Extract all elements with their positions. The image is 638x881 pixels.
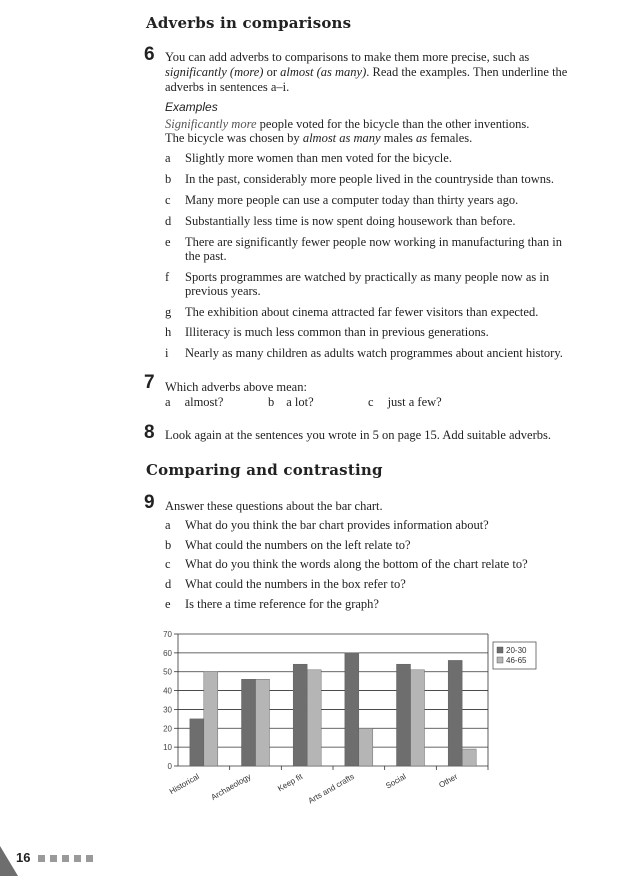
exercise-8-number: 8 (144, 422, 155, 443)
bar-46-65-keep-fit (307, 670, 321, 766)
footer-square-2 (50, 855, 57, 862)
bar-46-65-arts-and-crafts (359, 728, 373, 766)
exercise-8-text: Look again at the sentences you wrote in 5 on page 15. Add suitable adverbs. (165, 428, 552, 442)
exercise-9-question: Answer these questions about the bar chart. (165, 499, 383, 513)
item-text: What could the numbers on the left relate to? (185, 538, 411, 552)
x-tick-label: Historical (167, 771, 201, 797)
example-2 (165, 131, 605, 146)
footer-square-4 (74, 855, 81, 862)
exercise-6-term-significantly: significantly (more) (165, 65, 264, 79)
exercise-7-number: 7 (144, 372, 155, 393)
item-text: Sports programmes are watched by practically as many people now as in (185, 270, 550, 284)
y-tick-label: 50 (163, 667, 172, 677)
y-tick-label: 40 (163, 686, 172, 696)
bar-20-30-keep-fit (293, 664, 307, 766)
item-text: Substantially less time is now spent doing housework than before. (185, 214, 516, 228)
exercise-6-line2-or: or (263, 65, 281, 79)
exercise-7-question: Which adverbs above mean: (165, 380, 307, 394)
bar-46-65-archaeology (256, 679, 270, 766)
item-letter: b (165, 172, 172, 186)
example-1 (165, 117, 605, 132)
exercise-7-option-a (165, 395, 223, 410)
bar-20-30-other (448, 660, 462, 766)
legend-swatch (497, 657, 503, 663)
x-tick-label: Archaeology (209, 771, 253, 802)
item-text: In the past, considerably more people lived in the countryside than towns. (185, 172, 555, 186)
legend-label: 20-30 (506, 646, 527, 655)
page-number: 16 (16, 850, 31, 865)
item-letter: i (165, 346, 169, 360)
item-text-cont: the past. (185, 249, 227, 263)
exercise-9-number: 9 (144, 492, 155, 513)
legend-swatch (497, 647, 503, 653)
item-text: Many more people can use a computer today than thirty years ago. (185, 193, 519, 207)
x-tick-label: Social (384, 771, 408, 791)
example-2-italic-as: as (416, 131, 428, 145)
item-text: Illiteracy is much less common than in previous generations. (185, 325, 489, 339)
item-letter: d (165, 577, 172, 591)
example-2-pre: The bicycle was chosen by (165, 131, 303, 145)
x-tick-label: Arts and crafts (306, 771, 356, 806)
y-tick-label: 0 (167, 762, 172, 771)
exercise-6-line2 (165, 65, 605, 80)
example-2-end: females. (427, 131, 473, 145)
bar-20-30-archaeology (242, 679, 256, 766)
section-title-adverbs: Adverbs in comparisons (146, 14, 352, 32)
exercise-7-option-b (268, 395, 314, 410)
exercise-6-line1: You can add adverbs to comparisons to make them more precise, such as (165, 50, 530, 64)
item-text: What do you think the bar chart provides information about? (185, 518, 489, 532)
item-letter: f (165, 270, 170, 284)
option-text: almost? (184, 395, 224, 409)
exercise-7-option-c (368, 395, 442, 410)
item-letter: e (165, 235, 171, 249)
bar-20-30-historical (190, 719, 204, 766)
option-letter: a (165, 395, 171, 409)
bar-46-65-historical (204, 672, 218, 766)
example-2-italic: almost as many (302, 131, 381, 145)
item-letter: e (165, 597, 171, 611)
bar-20-30-social (397, 664, 411, 766)
item-letter: c (165, 557, 171, 571)
item-letter: a (165, 518, 171, 532)
x-tick-label: Other (437, 771, 460, 790)
item-text: Slightly more women than men voted for the bicycle. (185, 151, 452, 165)
bar-20-30-arts-and-crafts (345, 653, 359, 766)
item-letter: a (165, 151, 171, 165)
x-tick-label: Keep fit (276, 771, 305, 794)
example-1-rest: people voted for the bicycle than the other inventions. (256, 117, 530, 131)
item-text: What could the numbers in the box refer to? (185, 577, 406, 591)
item-letter: g (165, 305, 172, 319)
footer-square-3 (62, 855, 69, 862)
y-tick-label: 20 (163, 724, 172, 734)
item-letter: h (165, 325, 172, 339)
item-text: The exhibition about cinema attracted far fewer visitors than expected. (185, 305, 539, 319)
y-tick-label: 10 (163, 743, 172, 753)
item-letter: c (165, 193, 171, 207)
footer-square-1 (38, 855, 45, 862)
item-letter: d (165, 214, 172, 228)
section-title-comparing: Comparing and contrasting (146, 461, 383, 479)
option-letter: b (268, 395, 275, 409)
legend-label: 46-65 (506, 656, 527, 665)
exercise-6-instructions (165, 50, 605, 95)
item-text: Nearly as many children as adults watch programmes about ancient history. (185, 346, 563, 360)
footer-square-5 (86, 855, 93, 862)
y-tick-label: 30 (163, 705, 172, 715)
option-letter: c (368, 395, 374, 409)
item-text: What do you think the words along the bottom of the chart relate to? (185, 557, 528, 571)
page-number-footer (16, 850, 93, 865)
option-text: a lot? (286, 395, 314, 409)
option-text: just a few? (387, 395, 442, 409)
item-text: There are significantly fewer people now working in manufacturing than in (185, 235, 562, 249)
examples-label: Examples (165, 100, 218, 114)
y-tick-label: 60 (163, 648, 172, 658)
exercise-6-number: 6 (144, 44, 155, 65)
exercise-6-term-almost: almost (as many) (280, 65, 367, 79)
bar-chart (140, 622, 550, 812)
example-1-italic: Significantly more (165, 117, 257, 131)
bar-46-65-social (411, 670, 425, 766)
y-tick-label: 70 (163, 630, 172, 639)
exercise-6-line2-rest: . Read the examples. Then underline the (366, 65, 568, 79)
item-letter: b (165, 538, 172, 552)
bar-46-65-other (462, 749, 476, 766)
example-2-mid: males (380, 131, 417, 145)
item-text-cont: previous years. (185, 284, 261, 298)
exercise-6-line3: adverbs in sentences a–i. (165, 80, 290, 94)
item-text: Is there a time reference for the graph? (185, 597, 379, 611)
